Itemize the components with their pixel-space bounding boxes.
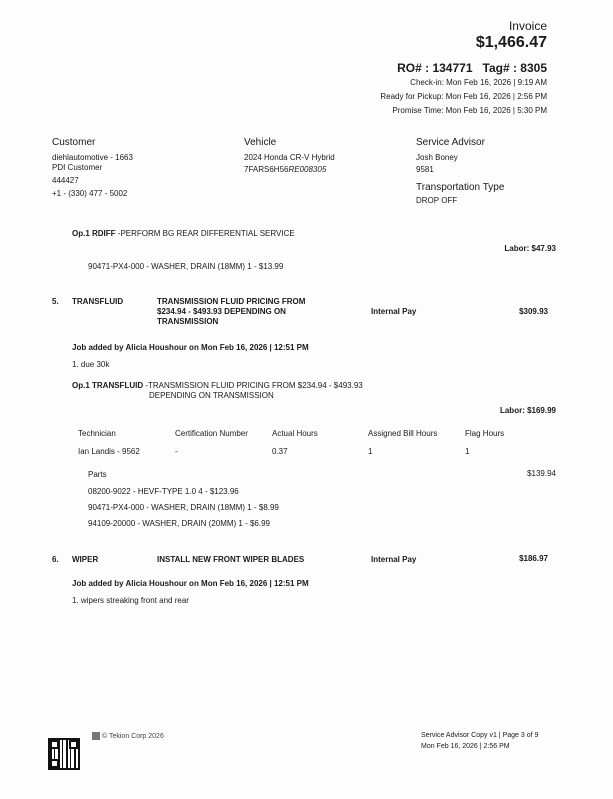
- transport-type: DROP OFF: [416, 196, 458, 205]
- job5-amount: $309.93: [519, 307, 548, 316]
- customer-section: [52, 137, 133, 199]
- qr-finder: [50, 740, 59, 749]
- parts-heading: Parts: [88, 470, 107, 479]
- advisor-section: [416, 137, 504, 206]
- job5-number: 5.: [52, 297, 59, 306]
- job5-title: [157, 297, 347, 327]
- part-item: 90471-PX4-000 - WASHER, DRAIN (18MM) 1 - $8.99: [88, 503, 279, 512]
- tech-row-assigned: 1: [368, 447, 373, 456]
- footer-copyright: [92, 732, 164, 740]
- job5-added-prefix: Job added by Alicia Houshour on: [72, 343, 202, 352]
- customer-name: diehlautomotive - 1663: [52, 153, 133, 162]
- copyright-text: © Tekion Corp 2026: [102, 732, 164, 740]
- job5-op-desc-2: DEPENDING ON TRANSMISSION: [149, 391, 274, 400]
- job6-note: 1. wipers streaking front and rear: [72, 596, 189, 605]
- job6-code: WIPER: [72, 555, 99, 564]
- job5-title-line3: TRANSMISSION: [157, 317, 219, 326]
- tech-row-cert: -: [175, 447, 178, 456]
- tech-header-technician: Technician: [78, 429, 116, 438]
- advisor-name: Josh Boney: [416, 153, 458, 162]
- op-rdiff-desc: -PERFORM BG REAR DIFFERENTIAL SERVICE: [115, 229, 295, 238]
- tech-header-cert: Certification Number: [175, 429, 248, 438]
- transport-heading: Transportation Type: [416, 182, 505, 193]
- job5-labor: Labor: $169.99: [499, 406, 556, 415]
- customer-id: 444427: [52, 176, 79, 185]
- promise-time: Promise Time: Mon Feb 16, 2026 | 5:30 PM: [392, 106, 547, 115]
- op-rdiff-part: 90471-PX4-000 - WASHER, DRAIN (18MM) 1 - $13.99: [88, 262, 284, 271]
- ready-time: Ready for Pickup: Mon Feb 16, 2026 | 2:56 PM: [380, 92, 547, 101]
- job5-added: [72, 343, 309, 353]
- qr-code: [48, 738, 80, 770]
- footer-page: Service Advisor Copy v1 | Page 3 of 9: [421, 732, 539, 739]
- parts-total: $139.94: [527, 469, 556, 478]
- qr-finder: [50, 759, 59, 768]
- job5-op-code: Op.1 TRANSFLUID: [72, 381, 144, 390]
- job6-number: 6.: [52, 555, 59, 564]
- job6-added-date: Mon Feb 16, 2026 | 12:51 PM: [201, 579, 309, 588]
- vin-prefix: 7FARS6H56: [244, 165, 289, 174]
- invoice-total: $1,466.47: [475, 34, 547, 51]
- vehicle-vin: [244, 165, 335, 175]
- job6-added-prefix: Job added by Alicia Houshour on: [72, 579, 202, 588]
- job5-pay: Internal Pay: [371, 307, 417, 316]
- advisor-heading: Service Advisor: [416, 137, 485, 148]
- tech-header-actual: Actual Hours: [272, 429, 318, 438]
- vehicle-model: 2024 Honda CR-V Hybrid: [244, 153, 335, 162]
- advisor-id: 9581: [416, 165, 434, 174]
- job5-note: 1. due 30k: [72, 360, 110, 369]
- job6-pay: Internal Pay: [371, 555, 417, 564]
- tech-header-flag: Flag Hours: [465, 429, 505, 438]
- tag-number: Tag# : 8305: [482, 61, 547, 75]
- tech-row-actual: 0.37: [272, 447, 288, 456]
- invoice-title: Invoice: [508, 19, 547, 33]
- vin-suffix: RE008305: [288, 165, 327, 174]
- tech-row-flag: 1: [465, 447, 470, 456]
- customer-type: PDI Customer: [52, 163, 103, 172]
- op-rdiff-code: Op.1 RDIFF: [72, 229, 116, 238]
- job6-added: [72, 579, 309, 589]
- ro-number: RO# : 134771: [397, 61, 473, 75]
- job5-op-desc-1: -TRANSMISSION FLUID PRICING FROM $234.94 - $493.93: [143, 381, 363, 390]
- job5-code: TRANSFLUID: [72, 297, 124, 306]
- customer-heading: Customer: [52, 137, 96, 148]
- customer-phone: +1 - (330) 477 - 5002: [52, 189, 128, 198]
- job5-op-line: [72, 381, 402, 391]
- job5-title-line2: $234.94 - $493.93 DEPENDING ON: [157, 307, 286, 316]
- part-item: 94109-20000 - WASHER, DRAIN (20MM) 1 - $6.99: [88, 519, 270, 528]
- checkin-time: Check-in: Mon Feb 16, 2026 | 9:19 AM: [410, 78, 547, 87]
- op-rdiff-labor: Labor: $47.93: [504, 244, 556, 253]
- job5-added-date: Mon Feb 16, 2026 | 12:51 PM: [201, 343, 309, 352]
- tech-row-technician: Ian Landis - 9562: [78, 447, 140, 456]
- vehicle-section: [244, 137, 335, 175]
- qr-finder: [69, 740, 78, 749]
- tekion-logo-icon: [92, 732, 100, 740]
- tech-header-assigned: Assigned Bill Hours: [368, 429, 438, 438]
- part-item: 08200-9022 - HEVF-TYPE 1.0 4 - $123.96: [88, 487, 239, 496]
- job6-amount: $186.97: [519, 554, 548, 563]
- vehicle-heading: Vehicle: [244, 137, 277, 148]
- footer-date: Mon Feb 16, 2026 | 2:56 PM: [421, 743, 510, 750]
- op-rdiff-line: [72, 229, 295, 239]
- job6-title: INSTALL NEW FRONT WIPER BLADES: [157, 555, 305, 564]
- ro-tag-line: [397, 61, 547, 75]
- job5-title-line1: TRANSMISSION FLUID PRICING FROM: [157, 297, 306, 306]
